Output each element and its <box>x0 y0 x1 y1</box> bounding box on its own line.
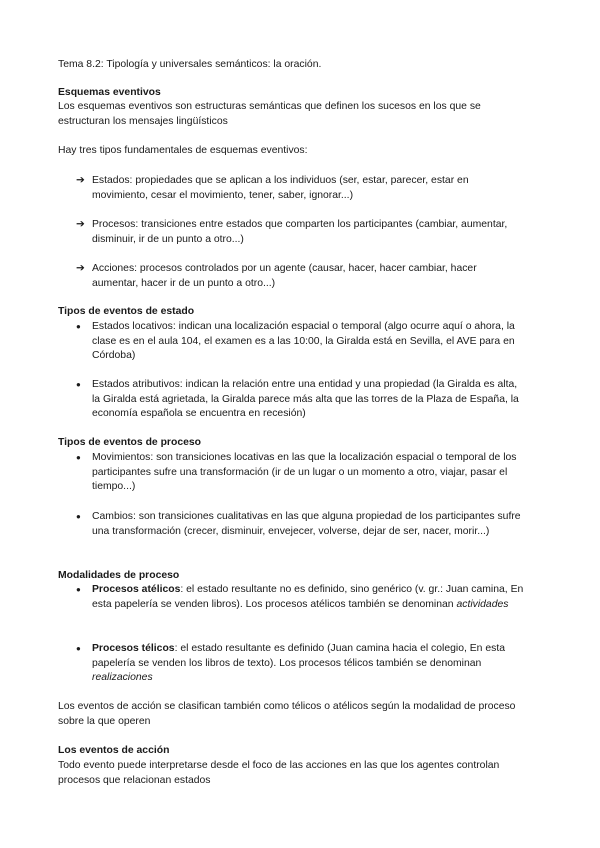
term-actividades: actividades <box>456 598 509 610</box>
term-realizaciones: realizaciones <box>92 672 153 683</box>
paragraph-esquemas-definition: Los esquemas eventivos son estructuras semánticas que definen los sucesos en los que se estructuran los mensajes lingüísticos <box>58 101 481 127</box>
list-item-procesos-atelicos: ● Procesos atélicos: el estado resultante no es definido, sino genérico (v. gr.: Juan camina, En esta papelería se venden libros). Los procesos atélicos también se denominan actividades <box>76 584 524 610</box>
bullet-icon: ● <box>76 453 81 462</box>
paragraph-eventos-accion-clasificacion: Los eventos de acción se clasifican también como télicos o atélicos según la modalidad de proceso sobre la que operen <box>58 701 516 727</box>
bullet-icon: ● <box>76 585 81 594</box>
list-item-cambios: ● Cambios: son transiciones cualitativas en las que alguna propiedad de los participantes sufre una transformación (crecer, disminuir, envejecer, volverse, dejar de ser, nacer, morir...) <box>76 511 521 537</box>
heading-eventos-accion: Los eventos de acción <box>58 745 170 756</box>
term-procesos-telicos: Procesos télicos <box>92 643 175 654</box>
list-item-movimientos: ● Movimientos: son transiciones locativas en las que la localización espacial o temporal de los participantes sufre una transformación (ir de un lugar o un momento a otro, viajar, pasar el tiempo...) <box>76 452 517 492</box>
bullet-icon: ● <box>76 512 81 521</box>
arrow-icon: ➔ <box>76 263 85 274</box>
heading-eventos-proceso: Tipos de eventos de proceso <box>58 437 202 448</box>
list-item-estados-atributivos: ● Estados atributivos: indican la relación entre una entidad y una propiedad (la Giralda es alta, la Giralda está agrietada, la Giralda parece más alta que las torres de la Plaza de España, la economía española se encuentra en recesión) <box>76 379 519 419</box>
bullet-icon: ● <box>76 380 81 389</box>
paragraph-eventos-accion: Todo evento puede interpretarse desde el foco de las acciones en las que los agentes controlan procesos que relacionan estados <box>58 760 500 786</box>
heading-esquemas-eventivos: Esquemas eventivos <box>58 87 161 98</box>
list-item-estados-locativos: ● Estados locativos: indican una localización espacial o temporal (algo ocurre aquí o ahora, la clase es en el aula 104, el examen es a las 10:00, la Giralda está en Sevilla, el AVE para en Córdoba) <box>76 321 515 361</box>
arrow-icon: ➔ <box>76 219 85 230</box>
list-item-estados: ➔ Estados: propiedades que se aplican a los individuos (ser, estar, parecer, estar en movimiento, cesar el movimiento, tener, saber, ignorar...) <box>76 175 469 201</box>
bullet-icon: ● <box>76 644 81 653</box>
heading-eventos-estado: Tipos de eventos de estado <box>58 306 195 317</box>
bullet-icon: ● <box>76 322 81 331</box>
term-procesos-atelicos: Procesos atélicos <box>92 584 181 595</box>
document-title: Tema 8.2: Tipología y universales semánticos: la oración. <box>58 59 322 70</box>
paragraph-tipos-intro: Hay tres tipos fundamentales de esquemas eventivos: <box>58 145 308 156</box>
heading-modalidades-proceso: Modalidades de proceso <box>58 570 180 581</box>
arrow-icon: ➔ <box>76 175 85 186</box>
list-item-procesos: ➔ Procesos: transiciones entre estados que comparten los participantes (cambiar, aumentar, disminuir, ir de un punto a otro...) <box>76 219 508 245</box>
list-item-procesos-telicos: ● Procesos télicos: el estado resultante es definido (Juan camina hacia el colegio, En esta papelería se venden los libros de texto). Los procesos télicos también se denominan realizaciones <box>76 643 505 683</box>
list-item-acciones: ➔ Acciones: procesos controlados por un agente (causar, hacer, hacer cambiar, hacer aumentar, hacer ir de un punto a otro...) <box>76 263 477 289</box>
